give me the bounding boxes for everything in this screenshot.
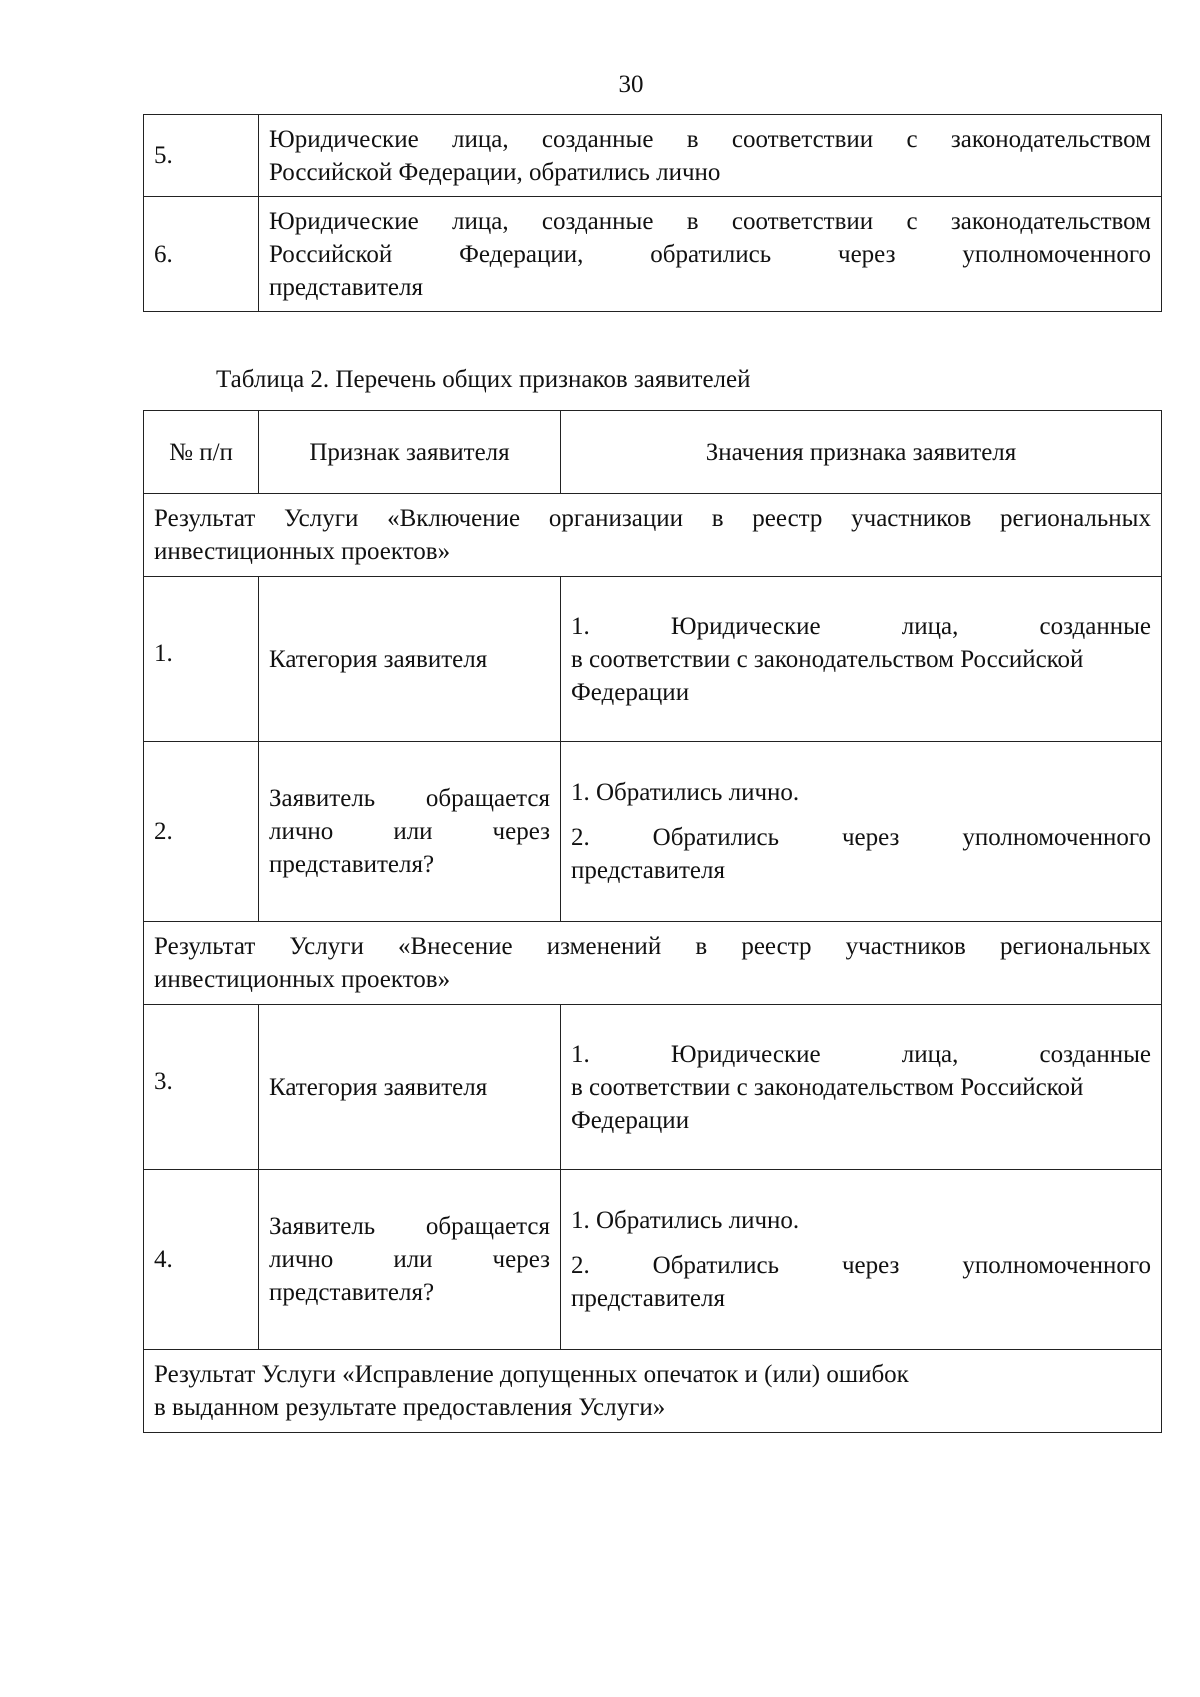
section-title: Результат Услуги «Внесение изменений в реестр участников региональных инвестиционных проектов»: [144, 922, 1162, 1005]
attribute-cell: Заявитель обращается лично или через представителя?: [259, 742, 561, 922]
value-cell: 1. Обратились лично. 2. Обратились через уполномоченного представителя: [561, 742, 1162, 922]
table-row: [144, 115, 1162, 197]
text-line: представителя: [269, 273, 423, 301]
attribute-cell: Категория заявителя: [259, 577, 561, 742]
page-number: 30: [618, 71, 644, 98]
table-caption: Таблица 2. Перечень общих признаков заявителей: [216, 366, 751, 393]
table-row: [144, 197, 1162, 312]
table-row: [144, 1170, 1162, 1350]
row-number: 2.: [144, 742, 259, 922]
attribute-cell: Заявитель обращается лично или через представителя?: [259, 1170, 561, 1350]
section-row: [144, 494, 1162, 577]
section-title: Результат Услуги «Исправление допущенных опечаток и (или) ошибок в выданном результате предоставления Услуги»: [144, 1350, 1162, 1433]
attribute-cell: Категория заявителя: [259, 1005, 561, 1170]
table-header-row: [144, 411, 1162, 494]
header-number: № п/п: [144, 411, 259, 494]
text-line: Российской Федерации, обратились лично: [269, 158, 721, 186]
row-description: [259, 115, 1162, 197]
table-row: [144, 1005, 1162, 1170]
section-row: [144, 922, 1162, 1005]
header-values: Значения признака заявителя: [561, 411, 1162, 494]
header-attribute: Признак заявителя: [259, 411, 561, 494]
text-line: Юридические лица, созданные в соответствии с законодательством: [269, 125, 1151, 153]
applicants-table-continued: [143, 114, 1162, 312]
table-row: [144, 577, 1162, 742]
text-line: Российской Федерации, обратились через уполномоченного: [269, 240, 1151, 268]
value-cell: 1. Обратились лично. 2. Обратились через уполномоченного представителя: [561, 1170, 1162, 1350]
section-title: Результат Услуги «Включение организации в реестр участников региональных инвестиционных проектов»: [144, 494, 1162, 577]
table-row: [144, 742, 1162, 922]
row-number: 1.: [144, 577, 259, 742]
row-number: 5.: [144, 115, 259, 197]
section-row: [144, 1350, 1162, 1433]
value-cell: 1. Юридические лица, созданные в соответствии с законодательством Российской Федерации: [561, 577, 1162, 742]
applicant-attributes-table: [143, 410, 1162, 1433]
row-number: 6.: [144, 197, 259, 312]
row-number: 4.: [144, 1170, 259, 1350]
text-line: Юридические лица, созданные в соответствии с законодательством: [269, 207, 1151, 235]
row-number: 3.: [144, 1005, 259, 1170]
value-cell: 1. Юридические лица, созданные в соответствии с законодательством Российской Федерации: [561, 1005, 1162, 1170]
row-description: [259, 197, 1162, 312]
